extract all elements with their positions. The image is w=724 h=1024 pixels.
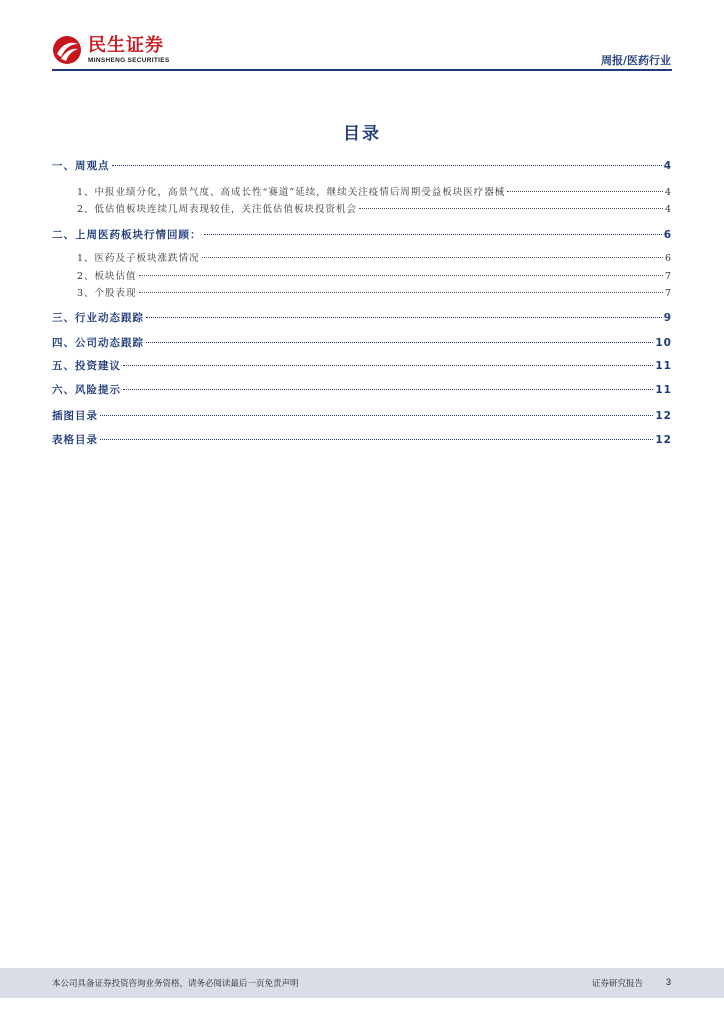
toc-entry-label: 2、低估值板块连续几周表现较佳，关注低估值板块投资机会 (77, 204, 358, 215)
toc-dot-leader (359, 207, 663, 209)
toc-entry-label: 表格目录 (52, 434, 98, 446)
page-header (0, 0, 724, 72)
toc-entry-page: 11 (655, 384, 672, 396)
toc-entry-page: 6 (664, 253, 672, 264)
toc-entry-label: 二、上周医药板块行情回顾： (52, 229, 202, 241)
toc-section-entry[interactable] (52, 382, 672, 397)
toc-entry-label: 五、投资建议 (52, 360, 121, 372)
toc-entry-page: 10 (655, 337, 672, 349)
toc-entry-page: 7 (664, 288, 672, 299)
toc-title: 目录 (343, 124, 381, 144)
toc-entry-page: 6 (663, 229, 672, 241)
page-number: 3 (665, 977, 671, 987)
toc-entry-label: 2、板块估值 (77, 271, 137, 282)
logo-english-name: MINSHENG SECURITIES (88, 56, 170, 64)
toc-section-entry[interactable] (52, 408, 672, 423)
toc-entry-label: 四、公司动态跟踪 (52, 337, 144, 349)
toc-entry-label: 六、风险提示 (52, 384, 121, 396)
footer-report-label: 证券研究报告 (591, 979, 643, 989)
toc-entry-label: 1、医药及子板块涨跌情况 (77, 253, 200, 264)
toc-subsection-entry[interactable] (77, 250, 672, 264)
logo-chinese-name: 民生证券 (88, 34, 164, 56)
toc-dot-leader (507, 190, 663, 192)
header-divider (52, 69, 672, 71)
toc-dot-leader (139, 291, 663, 293)
toc-dot-leader (146, 341, 653, 343)
toc-entry-page: 4 (663, 160, 672, 172)
toc-entry-label: 三、行业动态跟踪 (52, 312, 144, 324)
toc-dot-leader (112, 164, 662, 166)
toc-entry-page: 12 (655, 434, 672, 446)
toc-subsection-entry[interactable] (77, 184, 672, 198)
toc-entry-page: 4 (664, 187, 672, 198)
toc-section-entry[interactable] (52, 358, 672, 373)
toc-section-entry[interactable] (52, 310, 672, 325)
report-type: 周报/医药行业 (600, 54, 671, 67)
toc-dot-leader (146, 316, 662, 318)
toc-dot-leader (123, 364, 653, 366)
toc-entry-page: 9 (663, 312, 672, 324)
toc-section-entry[interactable] (52, 335, 672, 350)
toc-dot-leader (204, 233, 662, 235)
toc-entry-page: 12 (655, 410, 672, 422)
toc-section-entry[interactable] (52, 158, 672, 173)
toc-entry-label: 3、个股表现 (77, 288, 137, 299)
toc-entry-label: 一、周观点 (52, 160, 110, 172)
toc-subsection-entry[interactable] (77, 268, 672, 282)
toc-dot-leader (100, 414, 653, 416)
minsheng-logo-icon (52, 35, 82, 65)
toc-entry-page: 4 (664, 204, 672, 215)
footer-disclaimer: 本公司具备证券投资咨询业务资格，请务必阅读最后一页免责声明 (52, 979, 299, 989)
toc-entry-page: 7 (664, 271, 672, 282)
toc-subsection-entry[interactable] (77, 285, 672, 299)
toc-entry-page: 11 (655, 360, 672, 372)
toc-dot-leader (123, 388, 653, 390)
toc-section-entry[interactable] (52, 227, 672, 242)
toc-entry-label: 1、中报业绩分化，高景气度、高成长性“赛道”延续，继续关注疫情后周期受益板块医疗器械 (77, 187, 506, 198)
toc-subsection-entry[interactable] (77, 201, 672, 215)
toc-section-entry[interactable] (52, 432, 672, 447)
toc-dot-leader (100, 438, 653, 440)
toc-entry-label: 插图目录 (52, 410, 98, 422)
toc-dot-leader (202, 256, 663, 258)
toc-dot-leader (139, 274, 663, 276)
minsheng-logo (52, 32, 182, 68)
